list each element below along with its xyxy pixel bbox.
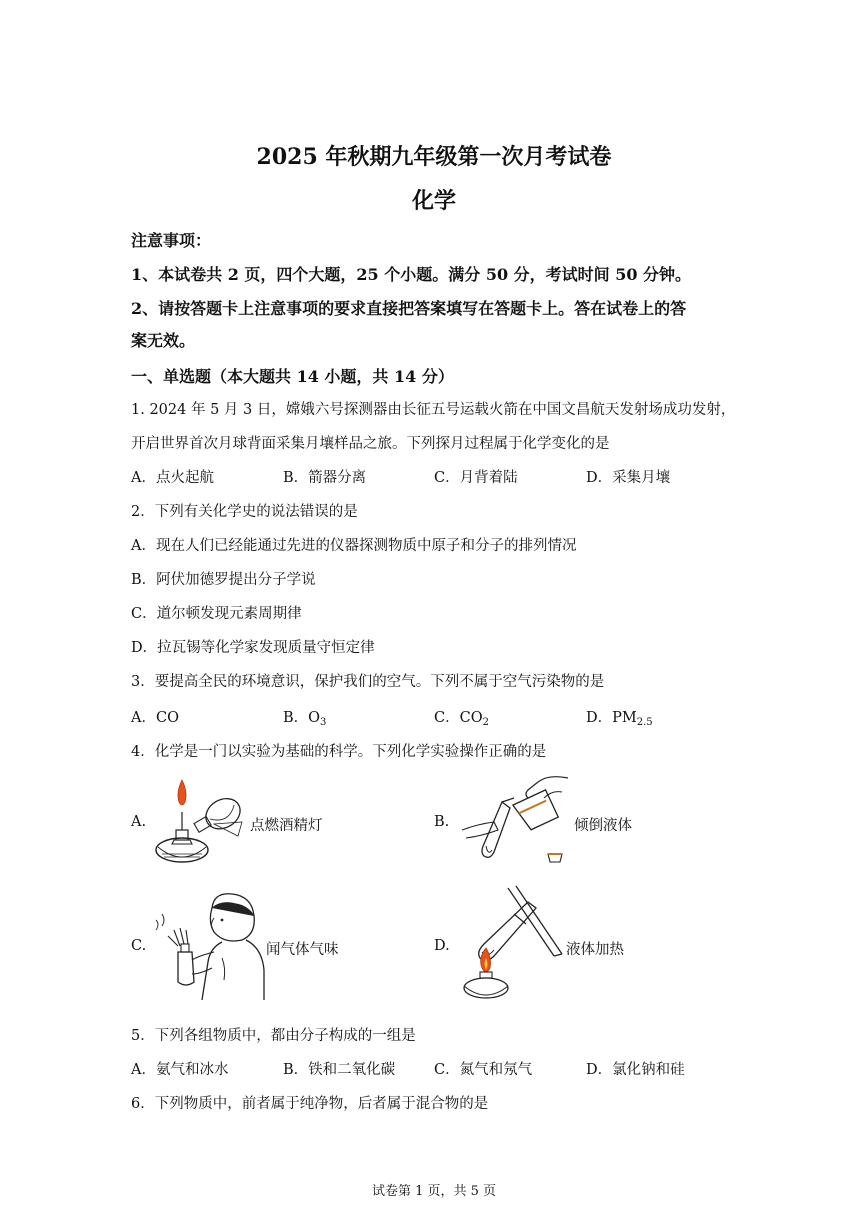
q4-caption-d: 液体加热 bbox=[566, 942, 624, 958]
q3-option-d[interactable] bbox=[586, 706, 653, 727]
q1-option-c[interactable]: C．月背着陆 bbox=[434, 470, 518, 486]
q4-option-d-letter[interactable]: D. bbox=[434, 938, 450, 954]
q3-option-b-subscript: 3 bbox=[320, 717, 327, 728]
heating-liquid-figure bbox=[458, 884, 566, 1002]
q1-stem-line-2: 开启世界首次月球背面采集月壤样品之旅。下列探月过程属于化学变化的是 bbox=[131, 436, 610, 452]
q3-option-a[interactable]: A．CO bbox=[131, 710, 179, 726]
q4-option-a-letter[interactable]: A. bbox=[131, 814, 147, 830]
alcohol-lamp-lighting-figure bbox=[152, 772, 252, 870]
q5-option-d[interactable]: D．氯化钠和硅 bbox=[586, 1062, 685, 1078]
exam-title: 2025 年秋期九年级第一次月考试卷 bbox=[256, 144, 612, 170]
q5-option-a[interactable]: A．氨气和冰水 bbox=[131, 1062, 229, 1078]
q3-option-b-text: B．O bbox=[283, 710, 321, 726]
q4-option-b-letter[interactable]: B. bbox=[434, 814, 450, 830]
page-footer: 试卷第 1 页，共 5 页 bbox=[371, 1184, 497, 1199]
q1-option-b[interactable]: B．箭器分离 bbox=[283, 470, 367, 486]
q3-option-d-subscript: 2.5 bbox=[636, 717, 653, 728]
q3-option-b[interactable] bbox=[283, 706, 326, 727]
q5-option-c[interactable]: C．氮气和氖气 bbox=[434, 1062, 533, 1078]
subject-title: 化学 bbox=[411, 188, 456, 214]
q3-option-c[interactable] bbox=[434, 706, 489, 727]
notice-heading: 注意事项： bbox=[131, 231, 212, 250]
q3-option-d-text: D．PM bbox=[586, 710, 637, 726]
q1-option-a[interactable]: A．点火起航 bbox=[131, 470, 214, 486]
q2-option-b[interactable]: B．阿伏加德罗提出分子学说 bbox=[131, 572, 316, 588]
notice-item-1: 1、本试卷共 2 页，四个大题，25 个小题。满分 50 分，考试时间 50 分钟。 bbox=[131, 265, 692, 284]
q3-option-c-text: C．CO bbox=[434, 710, 483, 726]
q2-option-a[interactable]: A．现在人们已经能通过先进的仪器探测物质中原子和分子的排列情况 bbox=[131, 538, 577, 554]
q1-stem-line-1: 1. 2024 年 5 月 3 日，嫦娥六号探测器由长征五号运载火箭在中国文昌航天发射场成功发射， bbox=[131, 402, 736, 418]
q4-caption-b: 倾倒液体 bbox=[574, 818, 632, 834]
q1-option-d[interactable]: D．采集月壤 bbox=[586, 470, 671, 486]
q4-option-c-letter[interactable]: C. bbox=[131, 938, 147, 954]
q4-caption-c: 闻气体气味 bbox=[266, 942, 339, 958]
notice-item-2-line-2: 案无效。 bbox=[131, 331, 196, 350]
q3-stem: 3．要提高全民的环境意识，保护我们的空气。下列不属于空气污染物的是 bbox=[131, 674, 605, 690]
q2-stem: 2．下列有关化学史的说法错误的是 bbox=[131, 504, 358, 520]
q6-stem: 6．下列物质中，前者属于纯净物，后者属于混合物的是 bbox=[131, 1096, 489, 1112]
q3-option-c-subscript: 2 bbox=[482, 717, 489, 728]
q5-stem: 5．下列各组物质中，都由分子构成的一组是 bbox=[131, 1028, 416, 1044]
section-heading: 一、单选题（本大题共 14 小题，共 14 分） bbox=[131, 367, 454, 386]
smelling-gas-figure bbox=[152, 888, 266, 1000]
q4-caption-a: 点燃酒精灯 bbox=[250, 818, 323, 834]
q4-stem: 4．化学是一门以实验为基础的科学。下列化学实验操作正确的是 bbox=[131, 744, 547, 760]
notice-item-2-line-1: 2、请按答题卡上注意事项的要求直接把答案填写在答题卡上。答在试卷上的答 bbox=[131, 299, 687, 318]
q2-option-d[interactable]: D．拉瓦锡等化学家发现质量守恒定律 bbox=[131, 640, 375, 656]
pouring-liquid-figure bbox=[458, 772, 572, 870]
q2-option-c[interactable]: C．道尔顿发现元素周期律 bbox=[131, 606, 302, 622]
q5-option-b[interactable]: B．铁和二氧化碳 bbox=[283, 1062, 396, 1078]
